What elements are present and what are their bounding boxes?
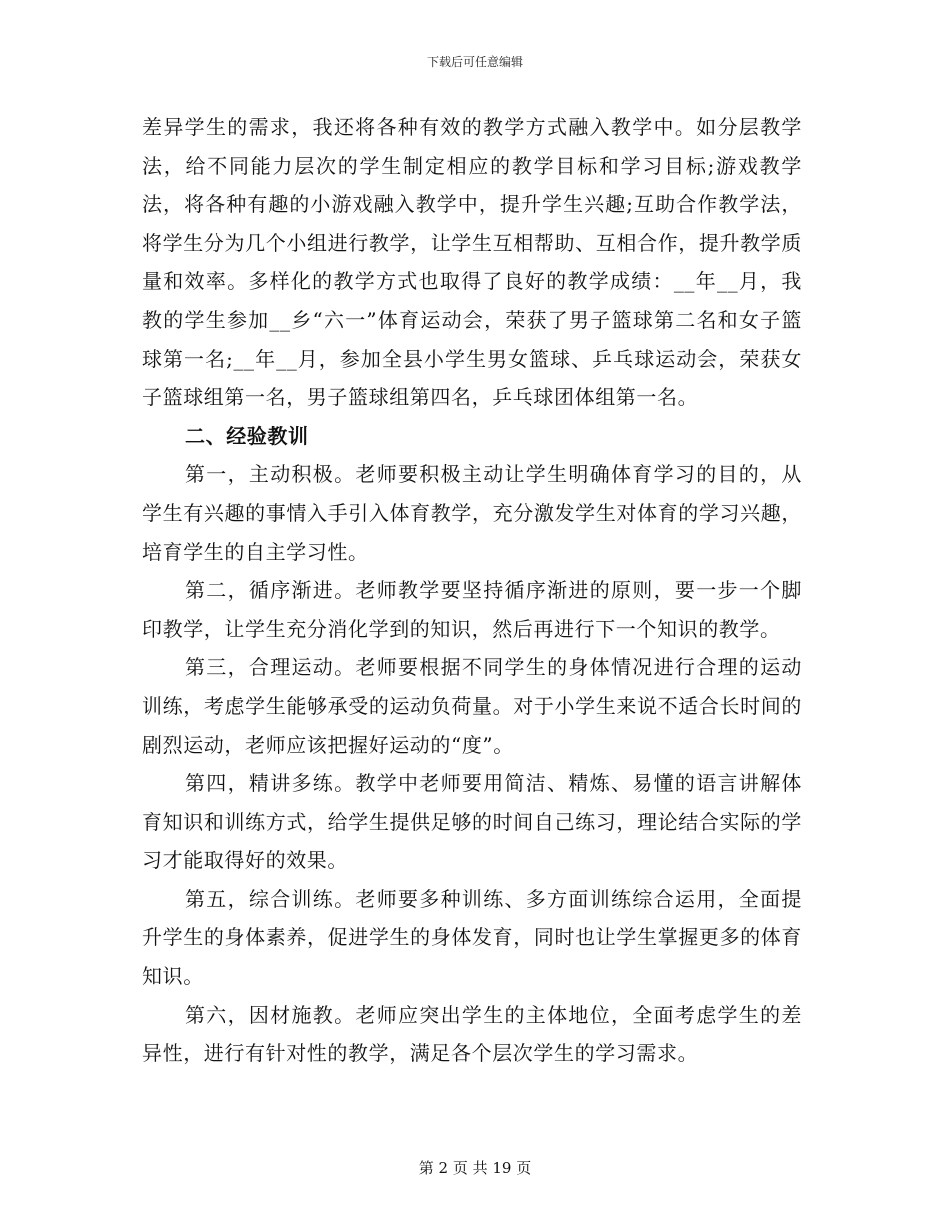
paragraph-5: 第五，综合训练。老师要多种训练、多方面训练综合运用，全面提升学生的身体素养，促进学生的身体发育，同时也让学生掌握更多的体育知识。 (142, 886, 802, 989)
paragraph-4: 第四，精讲多练。教学中老师要用简洁、精炼、易懂的语言讲解体育知识和训练方式，给学生提供足够的时间自己练习，理论结合实际的学习才能取得好的效果。 (142, 771, 802, 873)
paragraph-2: 第二，循序渐进。老师教学要坚持循序渐进的原则，要一步一个脚印教学，让学生充分消化学到的知识，然后再进行下一个知识的教学。 (142, 578, 802, 641)
page-number: 第 2 页 共 19 页 (418, 1159, 532, 1177)
section-heading: 二、经验教训 (185, 423, 309, 448)
intro-paragraph: 差异学生的需求，我还将各种有效的教学方式融入教学中。如分层教学法，给不同能力层次的学生制定相应的教学目标和学习目标;游戏教学法，将各种有趣的小游戏融入教学中，提升学生兴趣;互助合作教学法，将学生分为几个小组进行教学，让学生互相帮助、互相合作，提升教学质量和效率。多样化的教学方式也取得了良好的教学成绩：__年__月，我教的学生参加__乡“六一”体育运动会，荣获了男子篮球第二名和女子篮球第一名;__年__月，参加全县小学生男女篮球、乒乓球运动会，荣获女子篮球组第一名，男子篮球组第四名，乒乓球团体组第一名。 (142, 115, 802, 410)
paragraph-1: 第一，主动积极。老师要积极主动让学生明确体育学习的目的，从学生有兴趣的事情入手引入体育教学，充分激发学生对体育的学习兴趣，培育学生的自主学习性。 (142, 462, 802, 564)
paragraph-3: 第三，合理运动。老师要根据不同学生的身体情况进行合理的运动训练，考虑学生能够承受的运动负荷量。对于小学生来说不适合长时间的剧烈运动，老师应该把握好运动的“度”。 (142, 655, 802, 757)
page-footer (0, 1158, 950, 1178)
paragraph-6: 第六，因材施教。老师应突出学生的主体地位，全面考虑学生的差异性，进行有针对性的教学，满足各个层次学生的学习需求。 (142, 1002, 802, 1066)
header-text: 下载后可任意编辑 (426, 55, 523, 69)
page-header (0, 54, 950, 70)
document-body (142, 108, 802, 1073)
